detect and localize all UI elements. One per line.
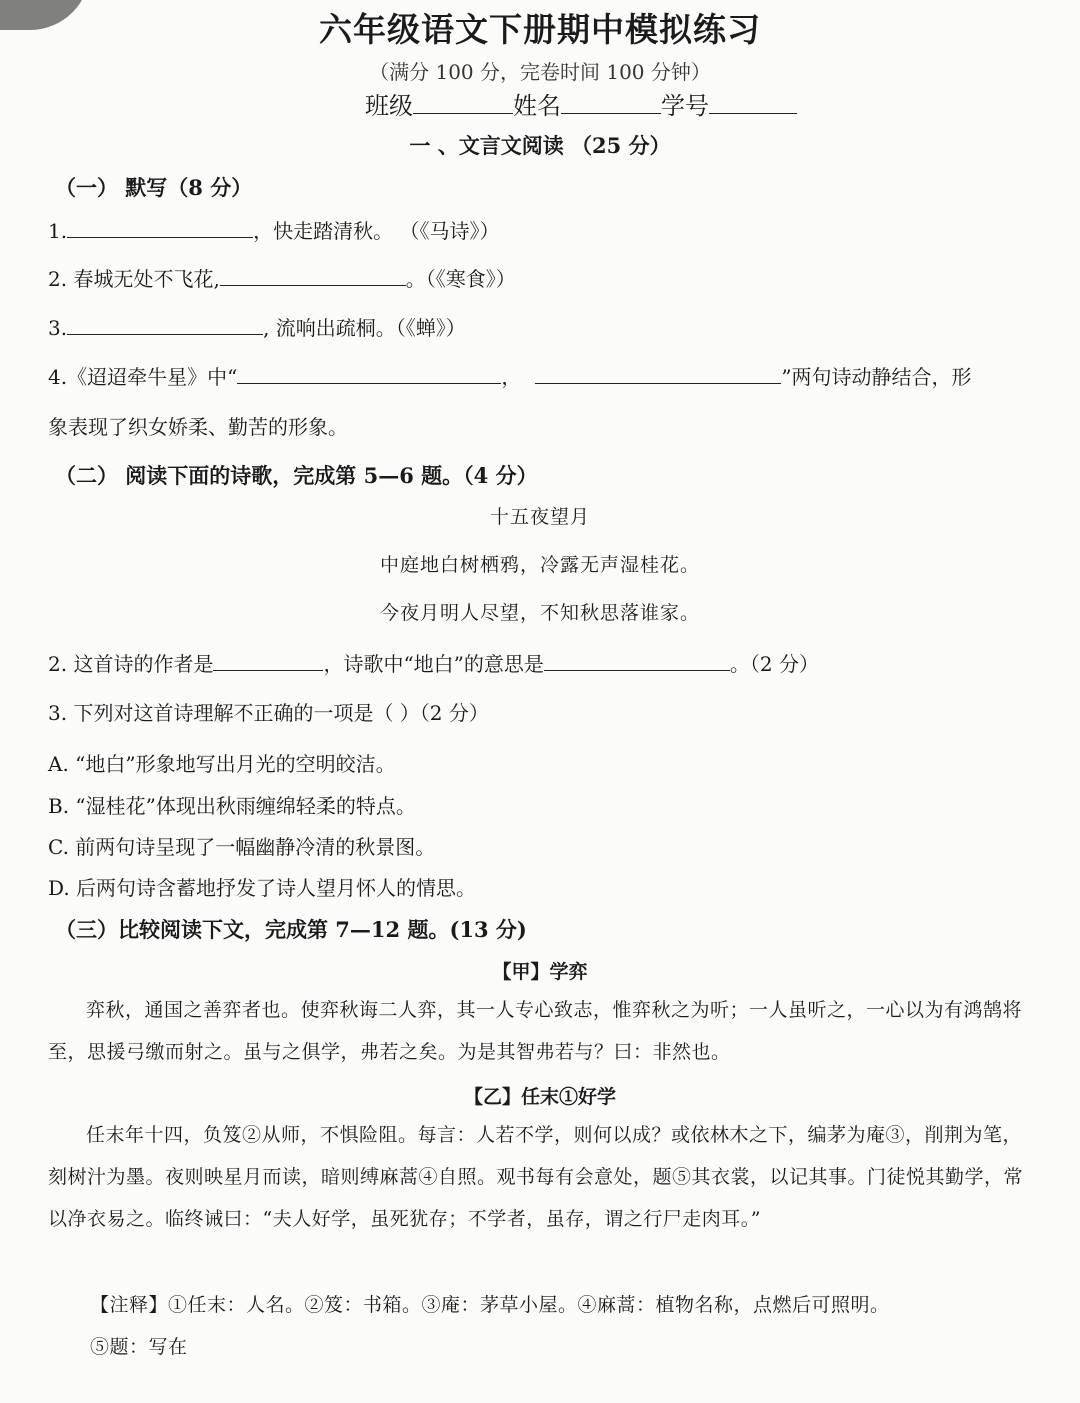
name-label: 姓名: [513, 92, 561, 120]
option-d[interactable]: D. 后两句诗含蓄地抒发了诗人望月怀人的情思。: [48, 876, 477, 900]
q3-blank[interactable]: [67, 312, 263, 335]
question-p2-3: 3. 下列对这首诗理解不正确的一项是（ ）（2 分）: [48, 701, 489, 725]
question-2: [48, 263, 516, 292]
question-p2-2: [48, 648, 819, 677]
q4-suffix: ”两句诗动静结合，形: [781, 365, 972, 389]
notes-line-1: 【注释】①任末：人名。②笈：书箱。③庵：茅草小屋。④麻蒿：植物名称，点燃后可照明。: [90, 1294, 890, 1316]
class-label: 班级: [365, 92, 413, 120]
part1-heading: （一） 默写（8 分）: [55, 175, 253, 200]
number-label: 学号: [661, 92, 709, 120]
q2-blank[interactable]: [220, 263, 406, 286]
part2-heading: （二） 阅读下面的诗歌，完成第 5—6 题。（4 分）: [55, 463, 538, 488]
name-blank[interactable]: [561, 91, 661, 114]
q3-text: , 流响出疏桐。（《蝉》）: [263, 316, 466, 340]
number-blank[interactable]: [709, 91, 797, 114]
page-title: 六年级语文下册期中模拟练习: [319, 10, 761, 49]
class-blank[interactable]: [413, 91, 513, 114]
jia-passage: 弈秋，通国之善弈者也。使弈秋诲二人弈，其一人专心致志，惟弈秋之为听；一人虽听之，一心以为有鸿鹄将至，思援弓缴而射之。虽与之俱学，弗若之矣。为是其智弗若与？曰：非然也。: [48, 999, 1023, 1063]
yi-title: 【乙】任末①好学: [463, 1086, 616, 1108]
question-4-line2: 象表现了织女娇柔、勤苦的形象。: [48, 415, 348, 439]
q1-number: 1.: [48, 219, 68, 243]
p2q2-middle: ，诗歌中“地白”的意思是: [323, 652, 544, 676]
yi-passage: 任末年十四，负笈②从师，不惧险阻。每言：人若不学，则何以成？或依林木之下，编茅为庵③，削荆为笔，刻树汁为墨。夜则映星月而读，暗则缚麻蒿④自照。观书每有会意处，题⑤其衣裳，以记其事。门徒悦其勤学，常以净衣易之。临终诫曰：“夫人好学，虽死犹存；不学者，虽存，谓之行尸走肉耳。”: [48, 1124, 1024, 1230]
question-4: [48, 361, 972, 390]
question-1: [48, 215, 499, 244]
student-fields: [365, 86, 797, 121]
author-blank[interactable]: [213, 648, 323, 671]
p2q2-suffix: 。（2 分）: [729, 652, 819, 676]
meaning-blank[interactable]: [544, 648, 730, 671]
jia-title: 【甲】学弈: [492, 961, 588, 983]
q2-prefix: 2. 春城无处不飞花,: [48, 267, 220, 291]
q1-text: ，快走踏清秋。 （《马诗》）: [253, 219, 500, 243]
part3-heading: （三）比较阅读下文，完成第 7—12 题。(13 分): [55, 917, 527, 942]
notes-line-2: ⑤题：写在: [90, 1336, 188, 1358]
q4-prefix: 4.《迢迢牵牛星》中“: [48, 365, 238, 389]
q1-blank[interactable]: [67, 215, 253, 238]
option-b[interactable]: B. “湿桂花”体现出秋雨缠绵轻柔的特点。: [48, 794, 416, 818]
q4-blank-1[interactable]: [237, 361, 501, 384]
q3-number: 3.: [48, 316, 68, 340]
q2-suffix: 。（《寒食》）: [405, 267, 516, 291]
p2q2-prefix: 2. 这首诗的作者是: [48, 652, 214, 676]
q4-blank-2[interactable]: [535, 361, 781, 384]
question-3: [48, 312, 466, 341]
exam-info: （满分 100 分，完卷时间 100 分钟）: [369, 60, 711, 84]
poem-line-2: 今夜月明人尽望，不知秋思落谁家。: [379, 602, 700, 624]
option-c[interactable]: C. 前两句诗呈现了一幅幽静冷清的秋景图。: [48, 835, 436, 859]
q4-separator: ，: [501, 365, 522, 389]
poem-line-1: 中庭地白树栖鸦，冷露无声湿桂花。: [379, 554, 700, 576]
poem-title: 十五夜望月: [489, 506, 590, 528]
option-a[interactable]: A. “地白”形象地写出月光的空明皎洁。: [48, 752, 396, 776]
section-heading: 一 、文言文阅读 （25 分）: [409, 133, 671, 158]
